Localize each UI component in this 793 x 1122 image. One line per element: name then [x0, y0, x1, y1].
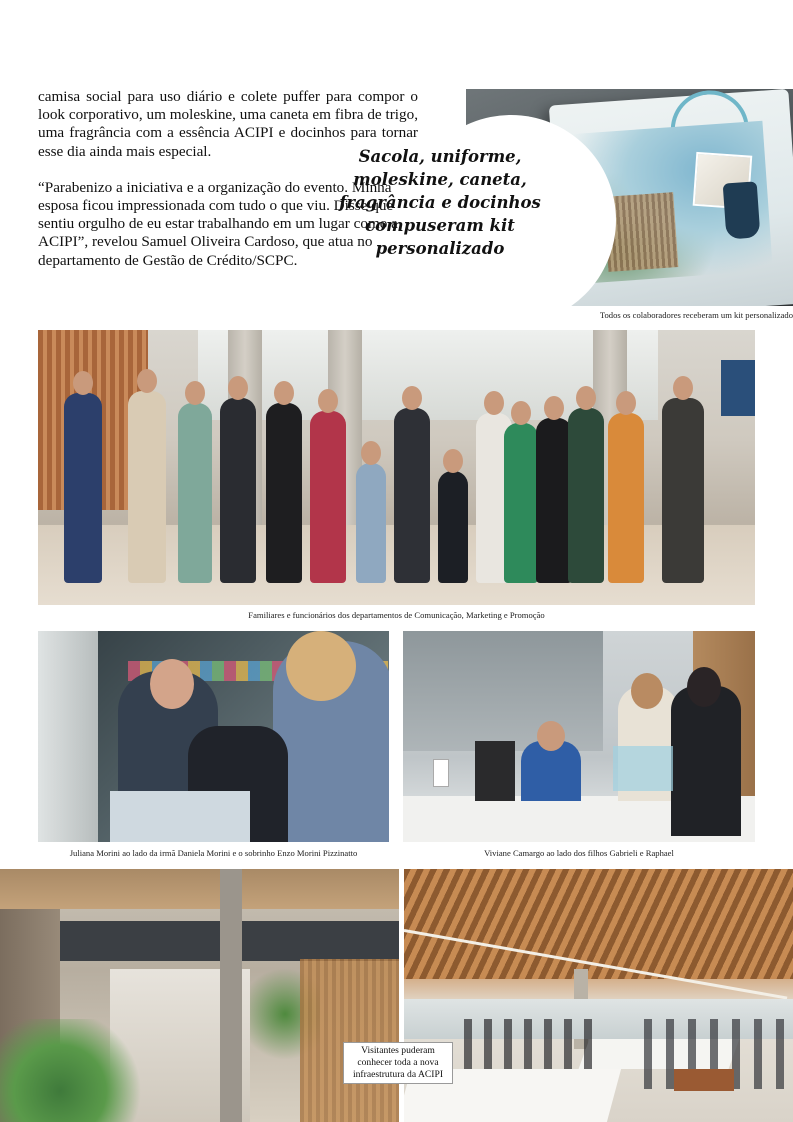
juliana-photo — [38, 631, 389, 842]
group-photo — [38, 330, 755, 605]
infrastructure-caption-box — [343, 1042, 453, 1084]
article-paragraph-1: camisa social para uso diário e colete puffer para compor o look corporativo, um moleskine, uma caneta em fibra de trigo, uma fragrância com a essência ACIPI e docinhos para tornar esse dia ainda mais especial. — [38, 88, 418, 160]
screen-image — [721, 360, 755, 416]
pullquote: Sacola, uniforme, moleskine, caneta, fragrância e docinhos compuseram kit personalizado — [339, 147, 541, 258]
article-paragraph-2: “Parabenizo a iniciativa e a organização do evento. Minha esposa ficou impressionada com tudo o que viu. Disse que sentiu orgulho de eu estar trabalhando em um lugar como a ACIPI”, revelou Samuel Oliveira Cardoso, que atua no departamento de Gestão de Crédito/SCPC. — [38, 178, 398, 269]
juliana-photo-caption: Juliana Morini ao lado da irmã Daniela Morini e o sobrinho Enzo Morini Pizzinatto — [69, 848, 358, 858]
viviane-photo-caption: Viviane Camargo ao lado dos filhos Gabrieli e Raphael — [484, 848, 674, 858]
office-photo — [404, 869, 793, 1122]
infrastructure-caption: Visitantes puderam conhecer toda a nova infraestrutura da ACIPI — [352, 1045, 444, 1080]
atrium-photo — [0, 869, 399, 1122]
viviane-photo — [403, 631, 755, 842]
kit-photo-caption: Todos os colaboradores receberam um kit personalizado — [599, 310, 793, 320]
group-photo-caption: Familiares e funcionários dos departamentos de Comunicação, Marketing e Promoção — [248, 610, 545, 620]
